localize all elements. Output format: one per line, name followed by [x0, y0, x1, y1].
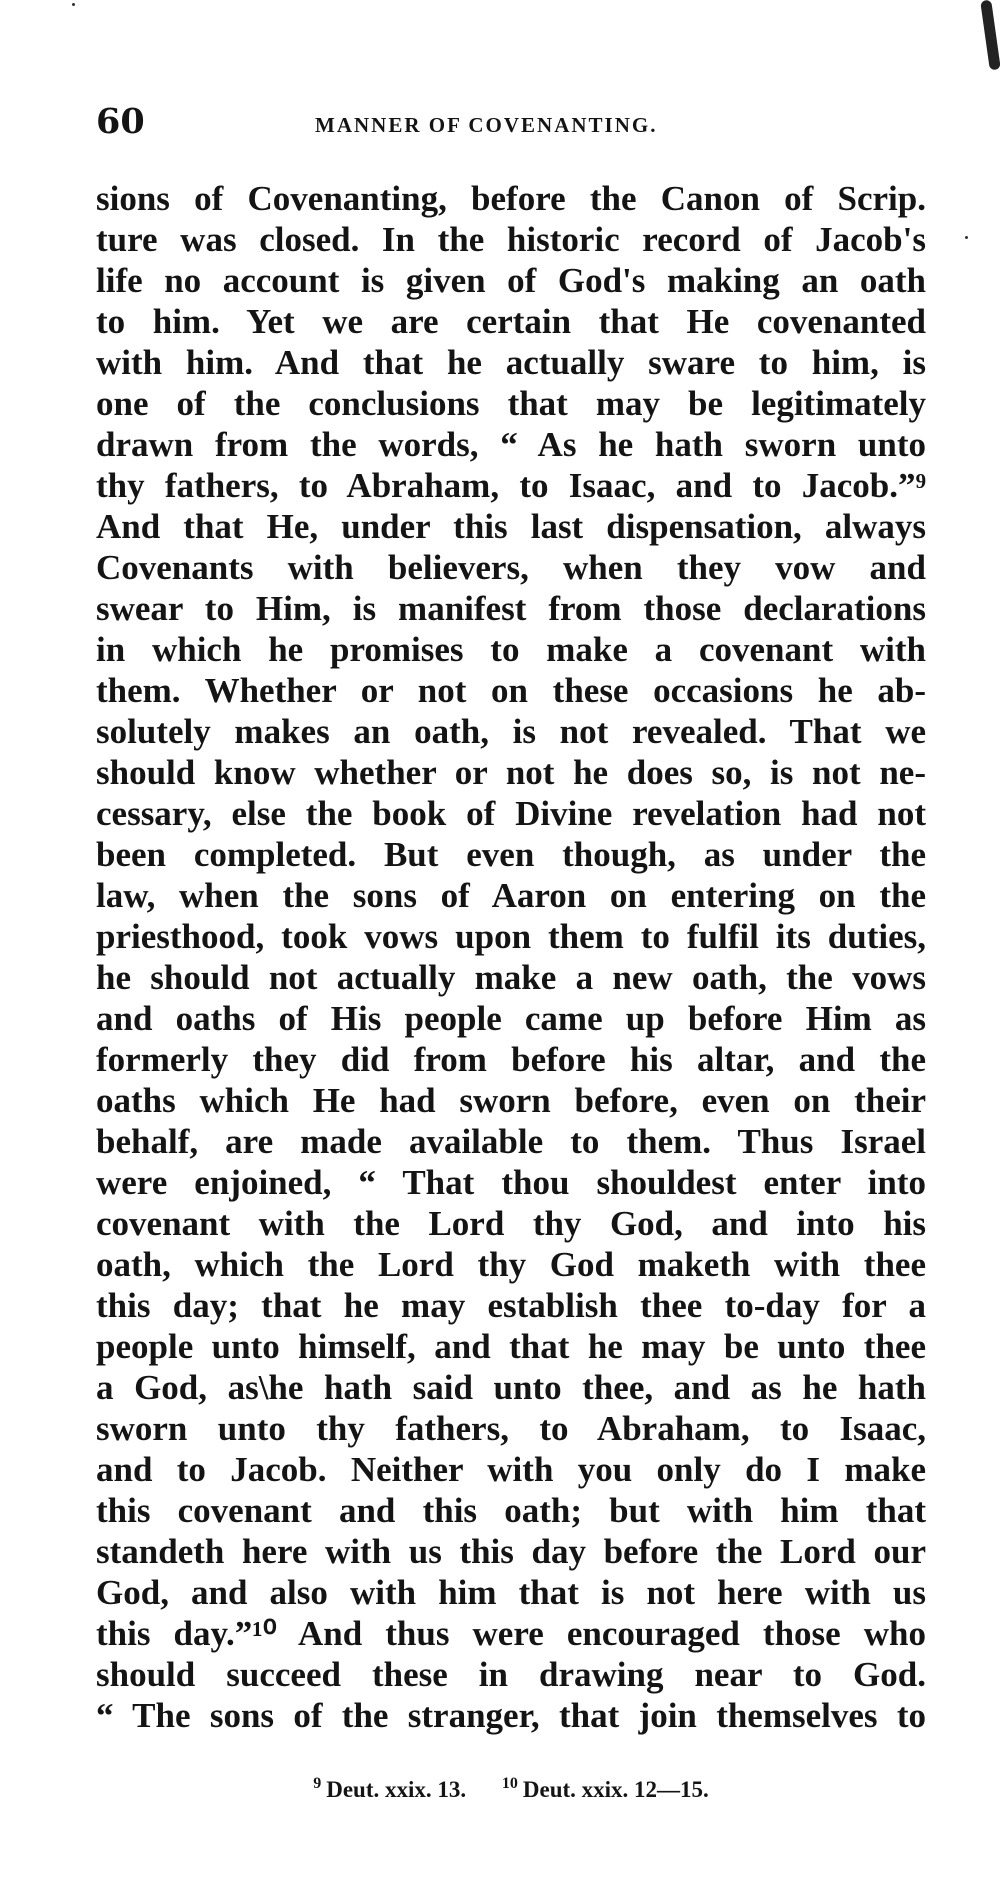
text-line: this covenant and this oath; but with him that: [96, 1491, 926, 1530]
footnote-mark: 9: [313, 1775, 322, 1793]
text-line: and oaths of His people came up before Him as: [96, 999, 926, 1038]
text-line: God, and also with him that is not here with us: [96, 1573, 926, 1612]
text-line: drawn from the words, “ As he hath sworn unto: [96, 425, 926, 464]
text-line: oaths which He had sworn before, even on their: [96, 1081, 926, 1120]
text-line: in which he promises to make a covenant with: [96, 630, 926, 669]
text-line: were enjoined, “ That thou shouldest enter into: [96, 1163, 926, 1202]
text-line: to him. Yet we are certain that He covenanted: [96, 302, 926, 341]
text-line: swear to Him, is manifest from those declarations: [96, 589, 926, 628]
scan-edge-mark: [980, 0, 1000, 70]
footnotes: [96, 1775, 926, 1805]
text-line: behalf, are made available to them. Thus Israel: [96, 1122, 926, 1161]
text-line: “ The sons of the stranger, that join themselves to: [96, 1696, 926, 1735]
scan-speck: [965, 236, 968, 239]
text-line: people unto himself, and that he may be unto thee: [96, 1327, 926, 1366]
text-line: one of the conclusions that may be legitimately: [96, 384, 926, 423]
text-line: should know whether or not he does so, is not ne-: [96, 753, 926, 792]
text-line: with him. And that he actually sware to him, is: [96, 343, 926, 382]
footnote: [502, 1775, 709, 1805]
footnote-text: Deut. xxix. 12—15.: [522, 1777, 709, 1802]
text-line: a God, as\he hath said unto thee, and as he hath: [96, 1368, 926, 1407]
scan-speck: [72, 3, 75, 6]
text-line: been completed. But even though, as under the: [96, 835, 926, 874]
text-line: formerly they did from before his altar, and the: [96, 1040, 926, 1079]
text-line: thy fathers, to Abraham, to Isaac, and to Jacob.”⁹: [96, 466, 926, 505]
text-line: should succeed these in drawing near to God.: [96, 1655, 926, 1694]
footnote-mark: 10: [501, 1775, 518, 1793]
text-line: and to Jacob. Neither with you only do I make: [96, 1450, 926, 1489]
text-line: ture was closed. In the historic record of Jacob's: [96, 220, 926, 259]
text-line: them. Whether or not on these occasions he ab-: [96, 671, 926, 710]
text-line: law, when the sons of Aaron on entering on the: [96, 876, 926, 915]
text-line: And that He, under this last dispensation, always: [96, 507, 926, 546]
text-line: this day; that he may establish thee to-day for a: [96, 1286, 926, 1325]
text-line: cessary, else the book of Divine revelation had not: [96, 794, 926, 833]
text-line: he should not actually make a new oath, the vows: [96, 958, 926, 997]
text-line: sions of Covenanting, before the Canon of Scrip.: [96, 179, 926, 218]
running-title: MANNER OF COVENANTING.: [315, 113, 658, 137]
text-line: life no account is given of God's making an oath: [96, 261, 926, 300]
text-line: solutely makes an oath, is not revealed. That we: [96, 712, 926, 751]
page-number: 60: [96, 101, 145, 142]
text-line: oath, which the Lord thy God maketh with thee: [96, 1245, 926, 1284]
body-text: [96, 178, 926, 1736]
text-line: Covenants with believers, when they vow and: [96, 548, 926, 587]
footnote-text: Deut. xxix. 13.: [326, 1777, 467, 1802]
text-line: standeth here with us this day before the Lord our: [96, 1532, 926, 1571]
text-line: sworn unto thy fathers, to Abraham, to Isaac,: [96, 1409, 926, 1448]
page-header: [96, 102, 926, 152]
footnote: [313, 1775, 466, 1805]
text-line: covenant with the Lord thy God, and into his: [96, 1204, 926, 1243]
text-line: priesthood, took vows upon them to fulfil its duties,: [96, 917, 926, 956]
text-line: this day.”¹⁰ And thus were encouraged those who: [96, 1614, 926, 1653]
